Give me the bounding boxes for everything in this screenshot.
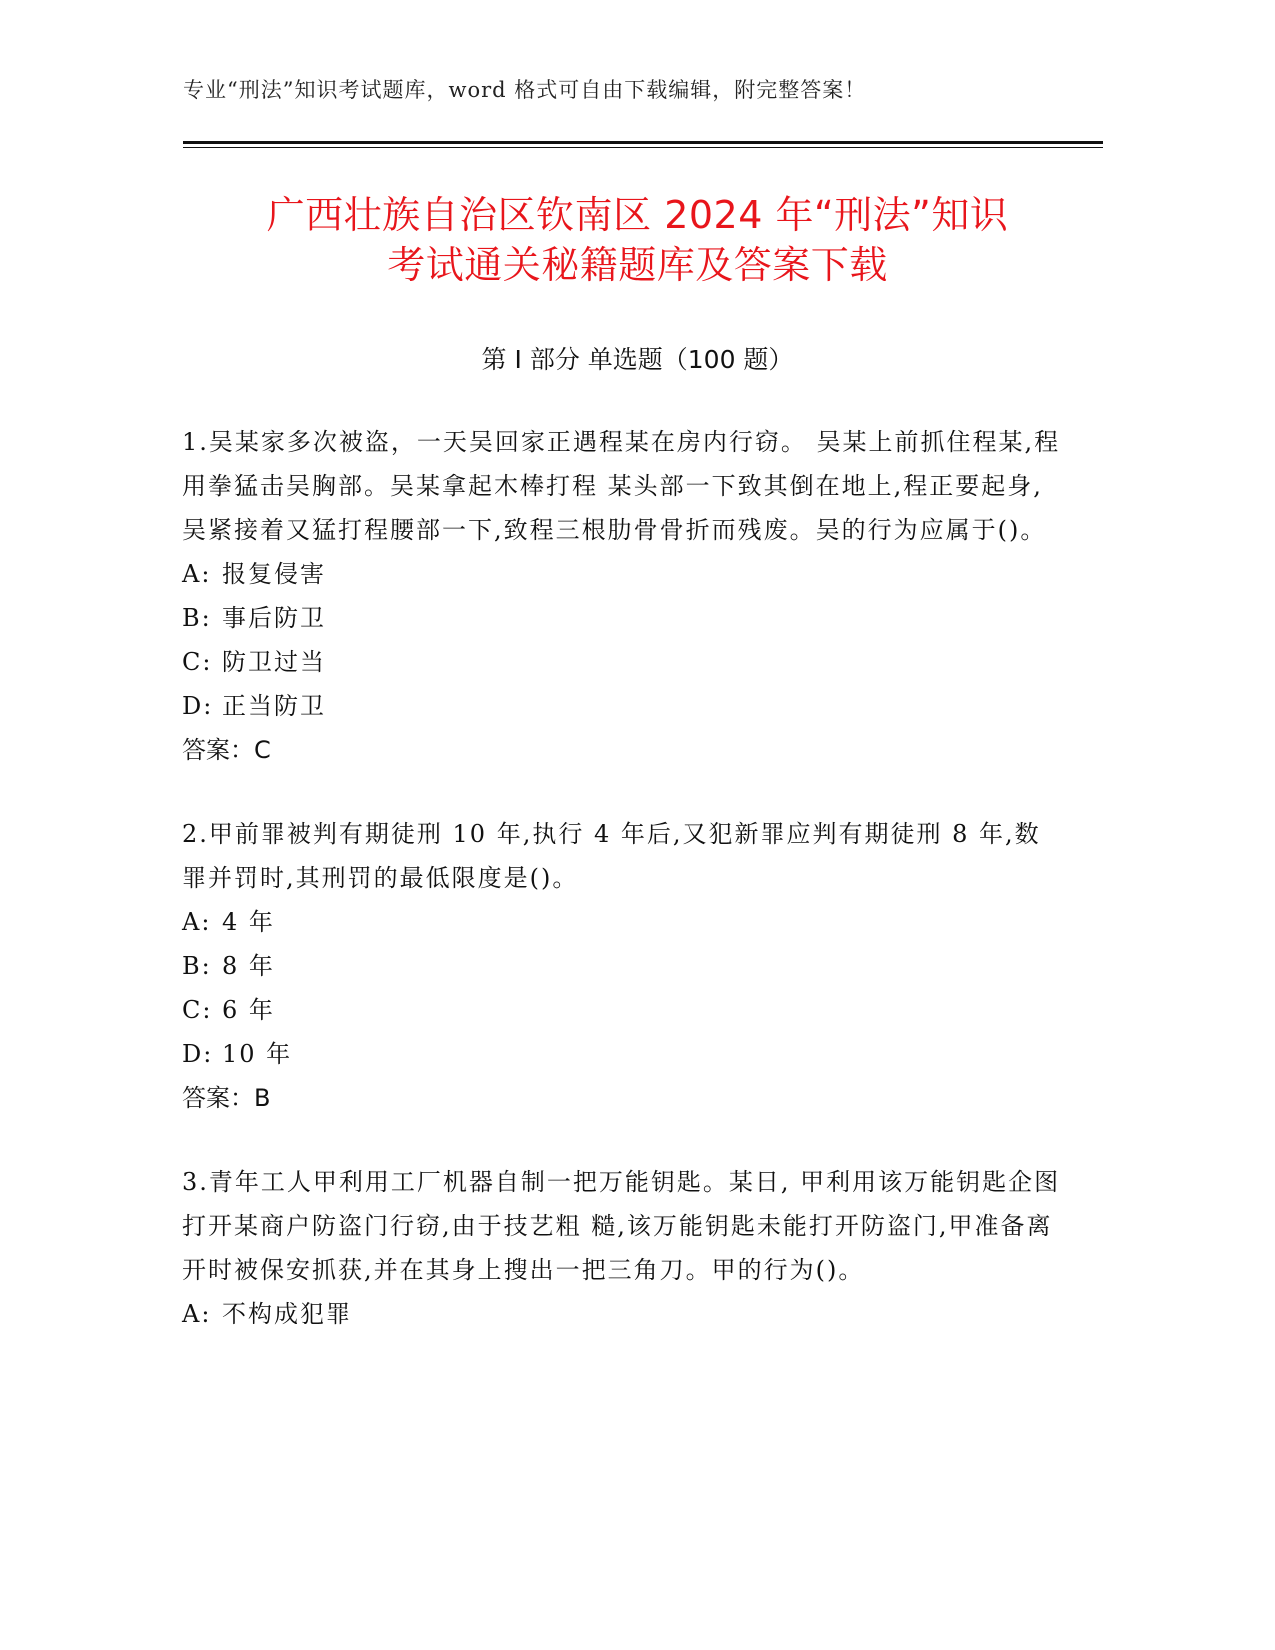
header-rule-thin — [183, 147, 1103, 148]
question-stem: 2.甲前罪被判有期徒刑 10 年,执行 4 年后,又犯新罪应判有期徒刑 8 年,数罪并罚时,其刑罚的最低限度是()。 — [182, 820, 1041, 892]
option-b — [182, 596, 1062, 640]
option-c — [182, 988, 1062, 1032]
option-key: B: — [182, 952, 212, 980]
title-line-1: 广西壮族自治区钦南区 2024 年“刑法”知识 — [266, 193, 1009, 237]
option-text: 正当防卫 — [222, 692, 326, 720]
question-3 — [182, 1160, 1062, 1336]
option-text: 10 年 — [222, 1040, 293, 1068]
option-text: 4 年 — [222, 908, 275, 936]
option-key: B: — [182, 604, 212, 632]
option-key: A: — [182, 908, 212, 936]
option-text: 6 年 — [222, 996, 275, 1024]
option-a — [182, 900, 1062, 944]
question-stem: 3.青年工人甲利用工厂机器自制一把万能钥匙。某日, 甲利用该万能钥匙企图打开某商户防盗门行窃,由于技艺粗 糙,该万能钥匙未能打开防盗门,甲准备离开时被保安抓获,并在其身上搜出一把三角刀。甲的行为()。 — [182, 1168, 1061, 1284]
title-line-2: 考试通关秘籍题库及答案下载 — [387, 243, 888, 287]
option-b — [182, 944, 1062, 988]
section-heading: 第 I 部分 单选题（100 题） — [481, 345, 794, 374]
option-key: C: — [182, 648, 213, 676]
option-a — [182, 552, 1062, 596]
option-a — [182, 1292, 1062, 1336]
question-list — [182, 420, 1062, 1376]
document-title — [160, 190, 1115, 290]
option-text: 事后防卫 — [222, 604, 326, 632]
question-stem: 1.吴某家多次被盗，一天吴回家正遇程某在房内行窃。 吴某上前抓住程某,程用拳猛击吴胸部。吴某拿起木棒打程 某头部一下致其倒在地上,程正要起身,吴紧接着又猛打程腰部一下,致程三根肋骨骨折而残废。吴的行为应属于()。 — [182, 428, 1061, 544]
option-text: 8 年 — [222, 952, 275, 980]
answer-line: 答案：C — [182, 736, 271, 764]
option-c — [182, 640, 1062, 684]
option-key: A: — [182, 1300, 212, 1328]
option-key: D: — [182, 692, 214, 720]
option-d — [182, 684, 1062, 728]
option-text: 防卫过当 — [222, 648, 326, 676]
option-key: D: — [182, 1040, 214, 1068]
option-key: A: — [182, 560, 212, 588]
option-key: C: — [182, 996, 213, 1024]
header-rule-thick — [183, 141, 1103, 144]
option-d — [182, 1032, 1062, 1076]
question-2 — [182, 812, 1062, 1120]
header-note: 专业“刑法”知识考试题库，word 格式可自由下载编辑，附完整答案！ — [183, 78, 867, 102]
question-1 — [182, 420, 1062, 772]
answer-line: 答案：B — [182, 1084, 271, 1112]
option-text: 报复侵害 — [222, 560, 326, 588]
option-text: 不构成犯罪 — [222, 1300, 352, 1328]
